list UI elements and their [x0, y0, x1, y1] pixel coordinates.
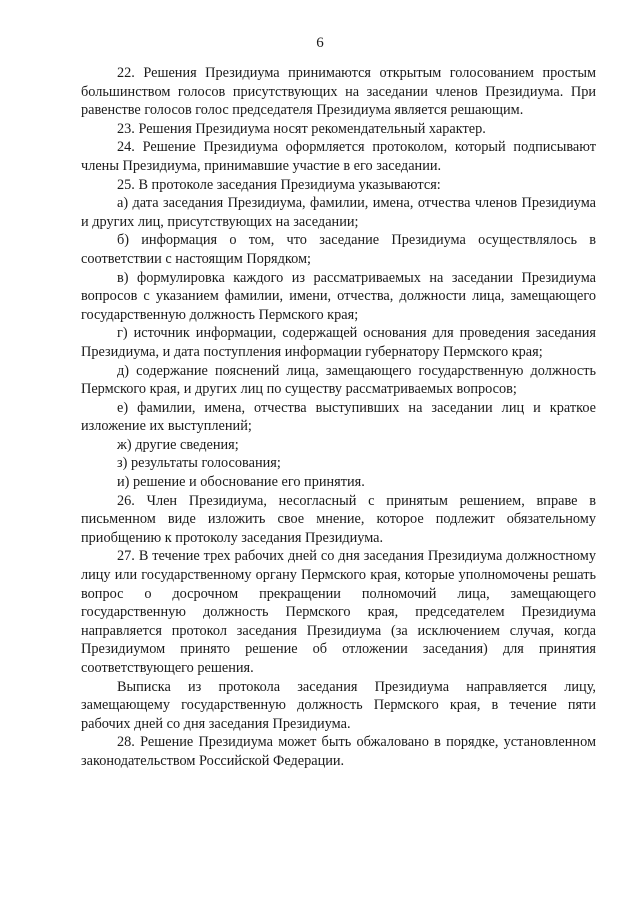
paragraph-26: 26. Член Президиума, несогласный с принятым решением, вправе в письменном виде изложить свое мнение, которое подлежит обязательному приобщению к протоколу заседания Президиума.: [81, 492, 596, 546]
paragraph-25: 25. В протоколе заседания Президиума указываются:: [117, 176, 441, 193]
list-item-i: и) решение и обоснование его принятия.: [117, 474, 365, 491]
list-item-zh: ж) другие сведения;: [117, 436, 239, 453]
paragraph-22: 22. Решения Президиума принимаются открытым голосованием простым большинством голосов присутствующих на заседании членов Президиума. При равенстве голосов голос председателя Президиума является решающим.: [81, 65, 596, 119]
list-item-e: е) фамилии, имена, отчества выступивших на заседании лиц и краткое изложение их выступлений;: [81, 399, 596, 435]
page-number: 6: [316, 35, 324, 51]
paragraph-24: 24. Решение Президиума оформляется протоколом, который подписывают члены Президиума, принимавшие участие в его заседании.: [81, 139, 596, 174]
paragraph-27: 27. В течение трех рабочих дней со дня заседания Президиума должностному лицу или государственному органу Пермского края, которые уполномочены решать вопрос о досрочном прекращении полномочий лица, замещающего государственную должность Пермского края, председателем Президиума направляется протокол заседания Президиума (за исключением случая, когда Президиумом принято решение об отложении заседания) для принятия соответствующего решения.: [81, 548, 596, 676]
list-item-b: б) информация о том, что заседание Президиума осуществлялось в соответствии с настоящим Порядком;: [81, 232, 596, 267]
paragraph-27-extract: Выписка из протокола заседания Президиума направляется лицу, замещающему государственную должность Пермского края, в течение пяти рабочих дней со дня заседания Президиума.: [81, 678, 596, 732]
list-item-a: а) дата заседания Президиума, фамилии, имена, отчества членов Президиума и других лиц, присутствующих на заседании;: [81, 195, 596, 230]
paragraph-23: 23. Решения Президиума носят рекомендательный характер.: [117, 120, 486, 137]
list-item-d: д) содержание пояснений лица, замещающего государственную должность Пермского края, и других лиц по существу рассматриваемых вопросов;: [81, 362, 596, 398]
document-body: [81, 64, 596, 771]
list-item-z: з) результаты голосования;: [117, 455, 281, 472]
list-item-g: г) источник информации, содержащей основания для проведения заседания Президиума, и дата поступления информации губернатору Пермского края;: [81, 325, 596, 360]
list-item-v: в) формулировка каждого из рассматриваемых на заседании Президиума вопросов с указанием фамилии, имени, отчества, должности лица, замещающего государственную должность Пермского края;: [81, 269, 596, 323]
paragraph-28: 28. Решение Президиума может быть обжаловано в порядке, установленном законодательством Российской Федерации.: [81, 734, 596, 769]
